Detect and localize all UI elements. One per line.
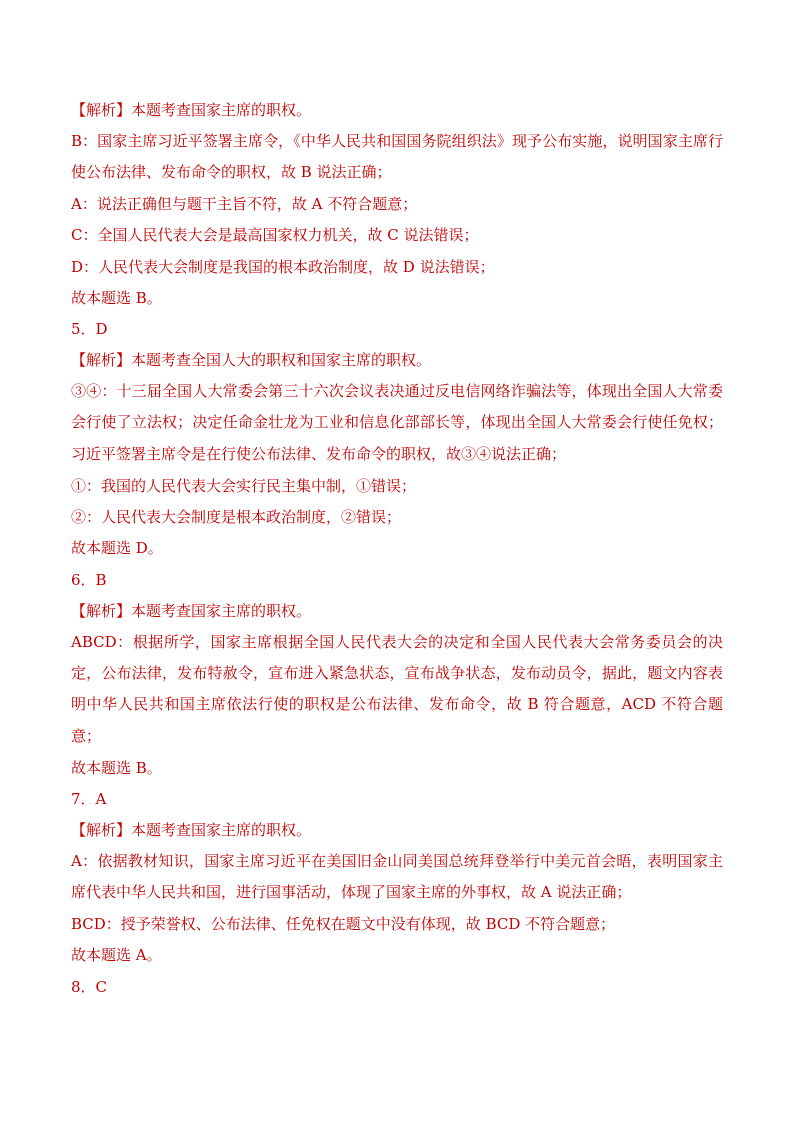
analysis-option-a-q7: A：依据教材知识，国家主席习近平在美国旧金山同美国总统拜登举行中美元首会晤，表明国家主席代表中华人民共和国，进行国事活动，体现了国家主席的外事权，故 A 说法正确； — [71, 851, 723, 902]
analysis-heading-q7: 【解析】本题考查国家主席的职权。 — [71, 821, 312, 840]
answer-q7: 7．A — [71, 789, 107, 808]
analysis-options-bcd-q7: BCD：授予荣誉权、公布法律、任免权在题文中没有体现，故 BCD 不符合题意； — [71, 915, 616, 934]
answer-q8: 8．C — [71, 977, 108, 996]
analysis-option-c-q4: C：全国人民代表大会是最高国家权力机关，故 C 说法错误； — [71, 226, 479, 245]
analysis-option-d-q4: D：人民代表大会制度是我国的根本政治制度，故 D 说法错误； — [71, 257, 495, 276]
analysis-option-1-q5: ①：我国的人民代表大会实行民主集中制，①错误； — [71, 476, 417, 495]
answer-explanations — [71, 99, 723, 1007]
analysis-heading-q5: 【解析】本题考查全国人大的职权和国家主席的职权。 — [71, 351, 432, 370]
analysis-heading-q6: 【解析】本题考查国家主席的职权。 — [71, 601, 312, 620]
analysis-option-2-q5: ②：人民代表大会制度是根本政治制度，②错误； — [71, 508, 402, 527]
analysis-option-b-q4: B：国家主席习近平签署主席令，《中华人民共和国国务院组织法》现予公布实施，说明国家主席行使公布法律、发布命令的职权，故 B 说法正确； — [71, 131, 723, 181]
analysis-heading-q4: 【解析】本题考查国家主席的职权。 — [71, 101, 312, 119]
answer-q5: 5．D — [71, 320, 108, 339]
analysis-options-abcd-q6: ABCD：根据所学，国家主席根据全国人民代表大会的决定和全国人民代表大会常务委员会的决定，公布法律，发布特赦令，宣布进入紧急状态，宣布战争状态，发布动员令，据此，题文内容表明中华人民共和国主席依法行使的职权是公布法律、发布命令，故 B 符合题意，ACD 不符合题意； — [71, 632, 723, 745]
analysis-option-a-q4: A：说法正确但与题干主旨不符，故 A 不符合题意； — [71, 194, 418, 213]
answer-q6: 6．B — [71, 570, 107, 589]
analysis-options-34-q5: ③④：十三届全国人大常委会第三十六次会议表决通过反电信网络诈骗法等，体现出全国人大常委会行使了立法权；决定任命金壮龙为工业和信息化部部长等，体现出全国人大常委会行使任免权；习近平签署主席令是在行使公布法律、发布命令的职权，故③④说法正确； — [71, 382, 723, 463]
conclusion-q4: 故本题选 B。 — [71, 288, 162, 307]
conclusion-q5: 故本题选 D。 — [71, 539, 163, 558]
conclusion-q6: 故本题选 B。 — [71, 758, 162, 777]
conclusion-q7: 故本题选 A。 — [71, 946, 162, 965]
